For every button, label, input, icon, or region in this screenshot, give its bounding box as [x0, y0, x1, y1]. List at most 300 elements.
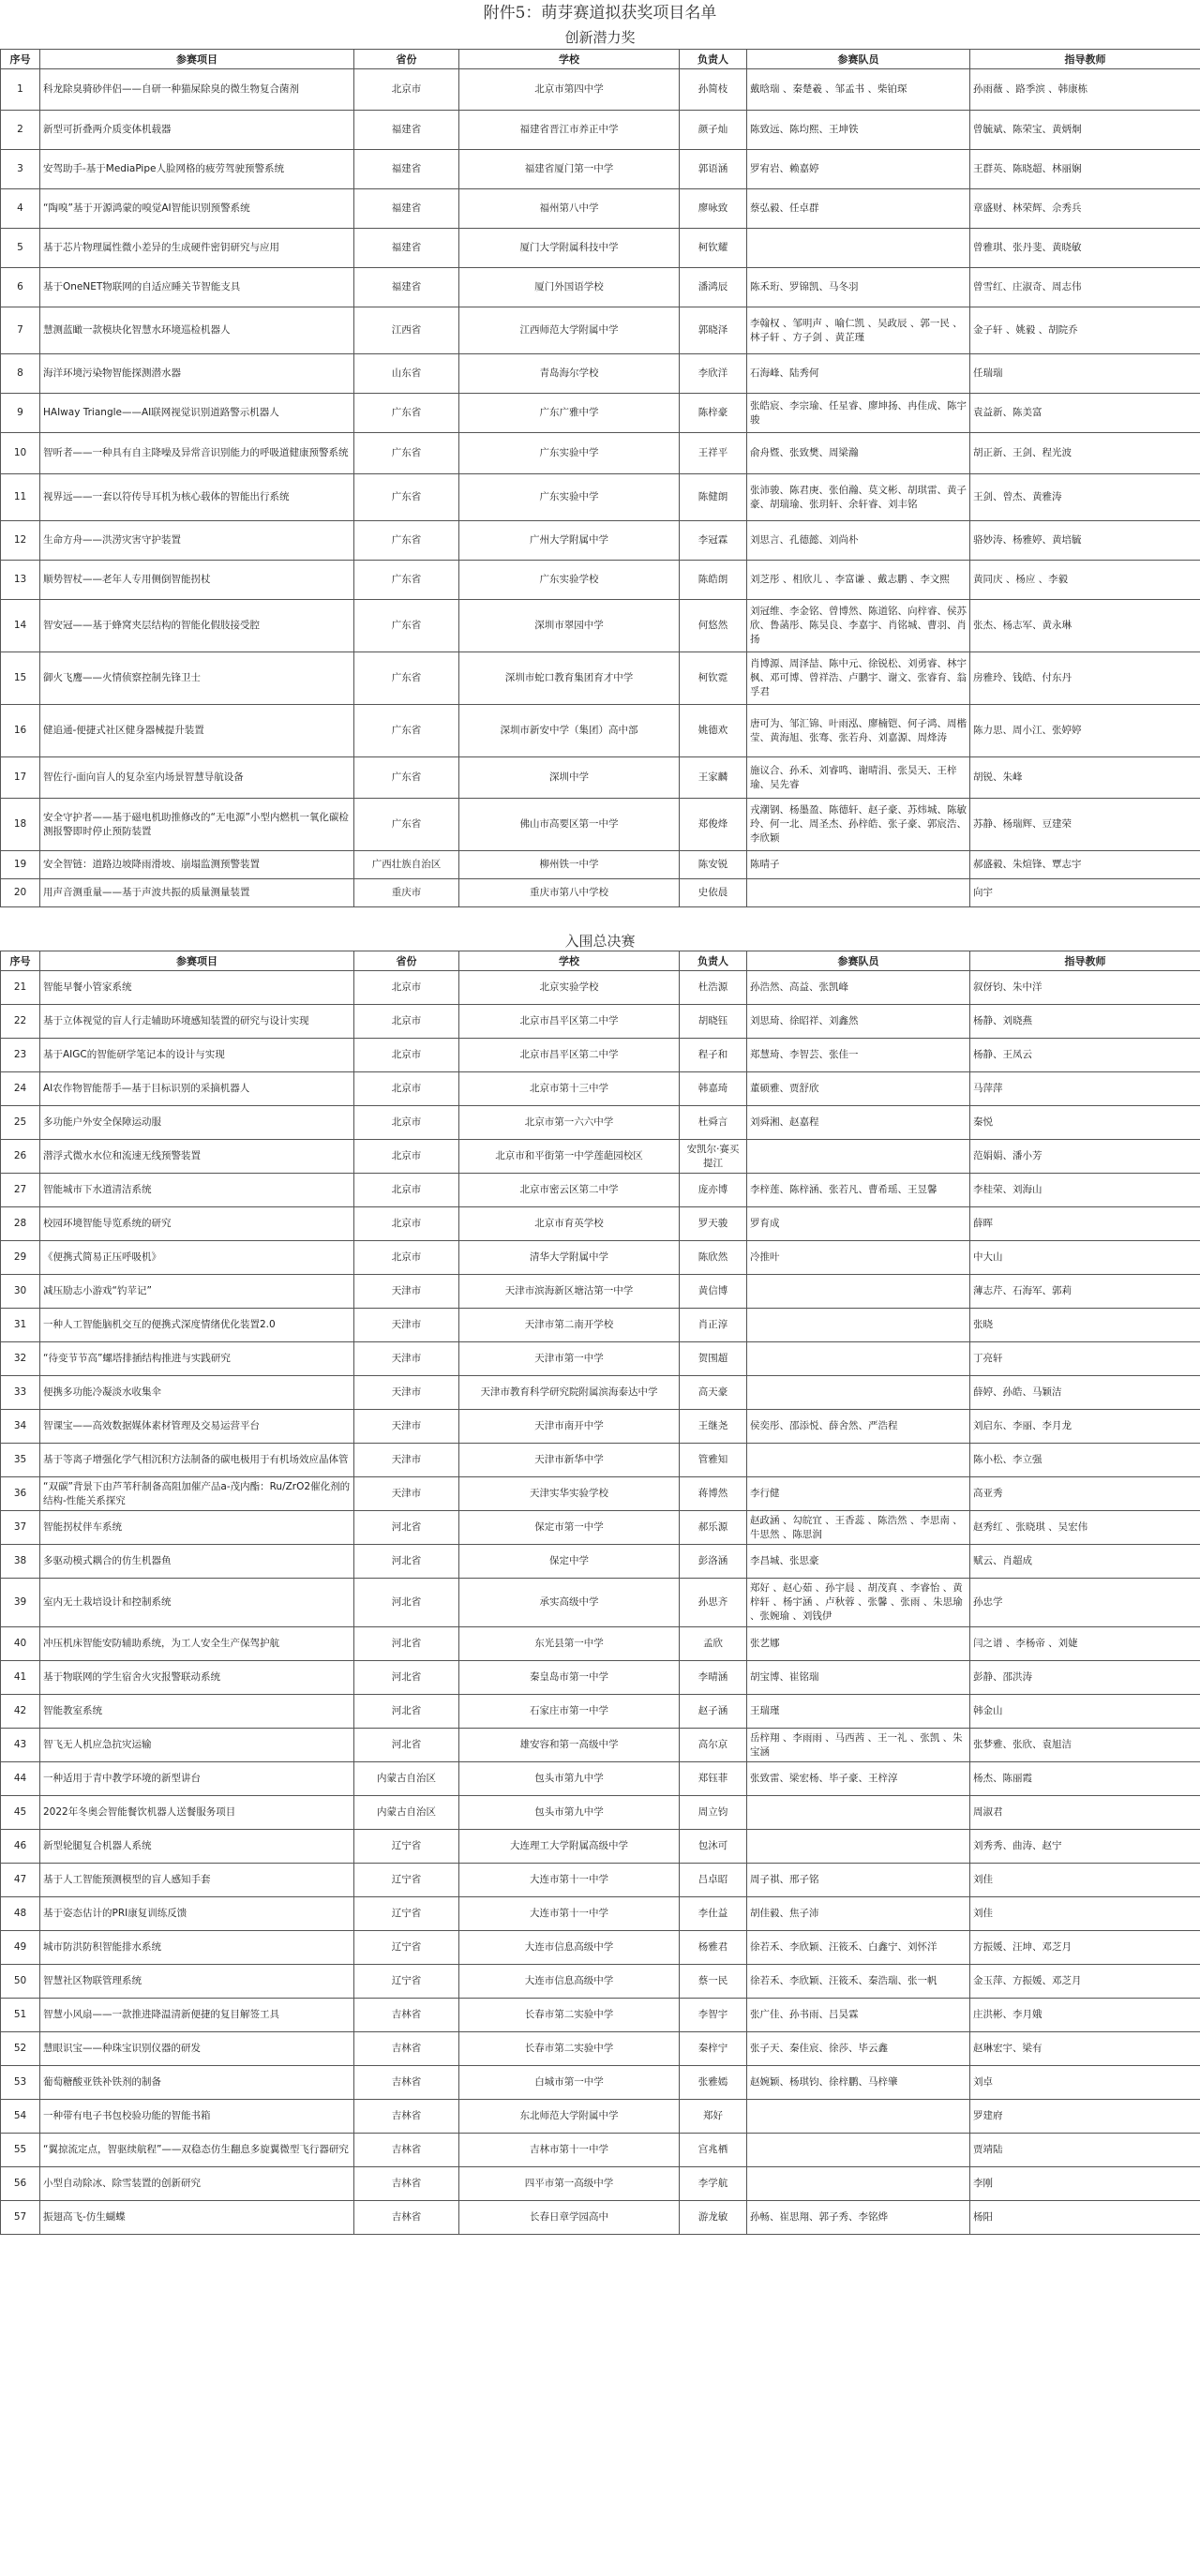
team-members-cell: [747, 879, 970, 907]
leader-name-cell: 郑俊烽: [680, 799, 747, 851]
leader-name-cell: 高天豪: [680, 1376, 747, 1410]
school-name-cell: 重庆市第八中学校: [459, 879, 680, 907]
school-name-cell: 佛山市高要区第一中学: [459, 799, 680, 851]
province-cell: 河北省: [354, 1545, 459, 1579]
leader-name-cell: 孙思齐: [680, 1579, 747, 1627]
row-number-cell: 38: [1, 1545, 40, 1579]
team-members-cell: [747, 1342, 970, 1376]
project-name-cell: 智慧小风扇——一款推进降温清新便捷的复目解签工具: [40, 1999, 354, 2032]
province-cell: 广东省: [354, 561, 459, 600]
team-members-cell: 唐可为、邹汇锦、叶雨泓、廖楠铠、何子鸿、周楷莹、黄海旭、张骞、张若舟、刘嘉源、周烽涛: [747, 705, 970, 757]
project-name-cell: 新型轮腿复合机器人系统: [40, 1830, 354, 1864]
page-title: 附件5：萌芽赛道拟获奖项目名单: [483, 4, 717, 22]
school-name-cell: 天津市第二南开学校: [459, 1309, 680, 1342]
leader-name-cell: 郑钰菲: [680, 1762, 747, 1796]
team-members-cell: 孙浩然、高益、张凯峰: [747, 971, 970, 1005]
province-cell: 天津市: [354, 1342, 459, 1376]
leader-name-cell: 李智宇: [680, 1999, 747, 2032]
table-row: [1, 799, 1200, 851]
school-name-cell: 包头市第九中学: [459, 1762, 680, 1796]
row-number-cell: 3: [1, 150, 40, 189]
table-row: [1, 1207, 1200, 1241]
school-name-cell: 大连市信息高级中学: [459, 1931, 680, 1965]
leader-name-cell: 陈健朗: [680, 474, 747, 521]
table-row: [1, 652, 1200, 705]
advisors-cell: 孙雨薇 、路季滨 、韩康栋: [970, 69, 1200, 111]
province-cell: 内蒙古自治区: [354, 1796, 459, 1830]
leader-name-cell: 杜舜言: [680, 1106, 747, 1140]
project-name-cell: 基于AIGC的智能研学笔记本的设计与实现: [40, 1039, 354, 1072]
table-row: [1, 1661, 1200, 1695]
table-row: [1, 1309, 1200, 1342]
advisors-cell: 任瑞瑞: [970, 354, 1200, 394]
project-name-cell: 顺势智杖——老年人专用侧倒智能拐杖: [40, 561, 354, 600]
school-name-cell: 青岛海尔学校: [459, 354, 680, 394]
advisors-cell: 杨静、刘晓燕: [970, 1005, 1200, 1039]
team-members-cell: [747, 1830, 970, 1864]
row-number-cell: 32: [1, 1342, 40, 1376]
award-table-innovation: [0, 49, 1200, 907]
advisors-cell: 章盛财、林荣辉、佘秀兵: [970, 189, 1200, 229]
province-cell: 北京市: [354, 1039, 459, 1072]
school-name-cell: 天津市第一中学: [459, 1342, 680, 1376]
leader-name-cell: 杨雅君: [680, 1931, 747, 1965]
advisors-cell: 李刚: [970, 2167, 1200, 2201]
leader-name-cell: 周立钧: [680, 1796, 747, 1830]
row-number-cell: 12: [1, 521, 40, 561]
leader-name-cell: 李冠霖: [680, 521, 747, 561]
province-cell: 辽宁省: [354, 1864, 459, 1897]
leader-name-cell: 潘鸿辰: [680, 268, 747, 307]
table-row: [1, 2032, 1200, 2066]
header-school: 学校: [459, 50, 680, 69]
province-cell: 广东省: [354, 394, 459, 433]
row-number-cell: 47: [1, 1864, 40, 1897]
team-members-cell: 陈致远、陈均熙、王坤铁: [747, 111, 970, 150]
project-name-cell: 《便携式简易正压呼吸机》: [40, 1241, 354, 1275]
school-name-cell: 承实高级中学: [459, 1579, 680, 1627]
leader-name-cell: 陈皓朗: [680, 561, 747, 600]
header-teacher: 指导教师: [970, 50, 1200, 69]
team-members-cell: 李梓莲、陈梓涵、张若凡、曹希瑶、王昱馨: [747, 1174, 970, 1207]
advisors-cell: 陈力思、周小江、张婷婷: [970, 705, 1200, 757]
project-name-cell: 室内无土栽培设计和控制系统: [40, 1579, 354, 1627]
advisors-cell: 方振媛、汪坤、邓芝月: [970, 1931, 1200, 1965]
project-name-cell: 智慧社区物联管理系统: [40, 1965, 354, 1999]
school-name-cell: 天津市南开中学: [459, 1410, 680, 1444]
leader-name-cell: 李晴涵: [680, 1661, 747, 1695]
project-name-cell: 新型可折叠两介质变体机载器: [40, 111, 354, 150]
table-row: [1, 1342, 1200, 1376]
leader-name-cell: 王继尧: [680, 1410, 747, 1444]
leader-name-cell: 杜浩源: [680, 971, 747, 1005]
province-cell: 吉林省: [354, 1999, 459, 2032]
row-number-cell: 35: [1, 1444, 40, 1477]
row-number-cell: 48: [1, 1897, 40, 1931]
table-row: [1, 1579, 1200, 1627]
advisors-cell: 赋云、肖超成: [970, 1545, 1200, 1579]
leader-name-cell: 陈安锐: [680, 851, 747, 879]
row-number-cell: 19: [1, 851, 40, 879]
province-cell: 广东省: [354, 799, 459, 851]
project-name-cell: 振翅高飞-仿生蝴蝶: [40, 2201, 354, 2235]
advisors-cell: 薛晖: [970, 1207, 1200, 1241]
advisors-cell: 韩金山: [970, 1695, 1200, 1729]
school-name-cell: 北京市第四中学: [459, 69, 680, 111]
row-number-cell: 46: [1, 1830, 40, 1864]
row-number-cell: 24: [1, 1072, 40, 1106]
team-members-cell: 戴晗瑞 、秦楚羲 、邹孟书 、柴铂琛: [747, 69, 970, 111]
row-number-cell: 33: [1, 1376, 40, 1410]
row-number-cell: 20: [1, 879, 40, 907]
row-number-cell: 9: [1, 394, 40, 433]
province-cell: 北京市: [354, 1005, 459, 1039]
row-number-cell: 56: [1, 2167, 40, 2201]
award-table-finals: [0, 951, 1200, 2235]
province-cell: 北京市: [354, 1207, 459, 1241]
table-row: [1, 1729, 1200, 1762]
province-cell: 天津市: [354, 1376, 459, 1410]
province-cell: 广东省: [354, 652, 459, 705]
header-leader: 负责人: [680, 951, 747, 971]
province-cell: 广东省: [354, 705, 459, 757]
project-name-cell: 科龙除臭骑砂伴侣——自研一种猫屎除臭的微生物复合菌剂: [40, 69, 354, 111]
school-name-cell: 长春日章学园高中: [459, 2201, 680, 2235]
project-name-cell: 校园环境智能导览系统的研究: [40, 1207, 354, 1241]
header-team: 参赛队员: [747, 951, 970, 971]
row-number-cell: 14: [1, 600, 40, 652]
province-cell: 广东省: [354, 474, 459, 521]
team-members-cell: 刘舜湘、赵嘉程: [747, 1106, 970, 1140]
advisors-cell: 叙伢钧、朱中洋: [970, 971, 1200, 1005]
project-name-cell: 基于立体视觉的盲人行走辅助环境感知装置的研究与设计实现: [40, 1005, 354, 1039]
team-members-cell: 张艺娜: [747, 1627, 970, 1661]
leader-name-cell: 孟欣: [680, 1627, 747, 1661]
team-members-cell: 俞舟暨、张致樊、周梁瀚: [747, 433, 970, 474]
row-number-cell: 25: [1, 1106, 40, 1140]
team-members-cell: 徐若禾、李欣颖、汪筱禾、秦浩瑞、张一帆: [747, 1965, 970, 1999]
leader-name-cell: 李欣洋: [680, 354, 747, 394]
project-name-cell: 智能拐杖伴车系统: [40, 1511, 354, 1545]
team-members-cell: 郑好 、赵心茹 、孙宇晨 、胡茂真 、李睿怡 、黄梓轩 、杨宇涵 、卢秋蓉 、张馨 、张雨 、朱思瑜 、张婉瑜 、刘钱伊: [747, 1579, 970, 1627]
advisors-cell: 薛婷、孙皓、马颖洁: [970, 1376, 1200, 1410]
row-number-cell: 4: [1, 189, 40, 229]
table-row: [1, 521, 1200, 561]
leader-name-cell: 郭语涵: [680, 150, 747, 189]
school-name-cell: 广东实验中学: [459, 433, 680, 474]
school-name-cell: 长春市第二实验中学: [459, 1999, 680, 2032]
leader-name-cell: 柯钦霓: [680, 652, 747, 705]
project-name-cell: 潜浮式微水水位和流速无线预警装置: [40, 1140, 354, 1174]
leader-name-cell: 彭洛涵: [680, 1545, 747, 1579]
table-row: [1, 2100, 1200, 2134]
project-name-cell: “双碳”背景下由芦苇秆制备高阻加催产品a-茂内酯：Ru/ZrO2催化剂的结构-性能关系探究: [40, 1477, 354, 1511]
team-members-cell: 赵婉颖、杨琪钧、徐梓鹏、马梓肇: [747, 2066, 970, 2100]
team-members-cell: 戎潮钢、杨墨盈、陈德轩、赵子豪、苏炜城、陈敏玲、何一北、周圣杰、孙梓皓、张子豪、郭宸浩、李欣颖: [747, 799, 970, 851]
project-name-cell: AI农作物智能帮手—基于目标识别的采摘机器人: [40, 1072, 354, 1106]
leader-name-cell: 李仕益: [680, 1897, 747, 1931]
advisors-cell: 袁益新、陈美富: [970, 394, 1200, 433]
row-number-cell: 22: [1, 1005, 40, 1039]
school-name-cell: 石家庄市第一中学: [459, 1695, 680, 1729]
team-members-cell: [747, 2100, 970, 2134]
team-members-cell: 张广佳、孙书雨、吕昊霖: [747, 1999, 970, 2032]
leader-name-cell: 秦梓宁: [680, 2032, 747, 2066]
province-cell: 重庆市: [354, 879, 459, 907]
table-row: [1, 705, 1200, 757]
province-cell: 河北省: [354, 1695, 459, 1729]
leader-name-cell: 游龙敏: [680, 2201, 747, 2235]
table-row: [1, 1897, 1200, 1931]
school-name-cell: 大连市第十一中学: [459, 1897, 680, 1931]
team-members-cell: 岳梓翔 、李雨雨 、马西茜 、王一礼 、张凯 、朱宝涵: [747, 1729, 970, 1762]
row-number-cell: 18: [1, 799, 40, 851]
leader-name-cell: 黄信博: [680, 1275, 747, 1309]
team-members-cell: 胡佳毅、焦子沛: [747, 1897, 970, 1931]
advisors-cell: 郝盛毅、朱煊锋、覃志宇: [970, 851, 1200, 879]
advisors-cell: 王剑、曾杰、黄雅涛: [970, 474, 1200, 521]
province-cell: 辽宁省: [354, 1897, 459, 1931]
school-name-cell: 江西师范大学附属中学: [459, 307, 680, 354]
project-name-cell: 视界远——一套以符传导耳机为核心载体的智能出行系统: [40, 474, 354, 521]
province-cell: 河北省: [354, 1511, 459, 1545]
table-row: [1, 1762, 1200, 1796]
team-members-cell: 陈晴子: [747, 851, 970, 879]
province-cell: 北京市: [354, 1072, 459, 1106]
leader-name-cell: 贺围超: [680, 1342, 747, 1376]
project-name-cell: 基于人工智能预测模型的盲人感知手套: [40, 1864, 354, 1897]
table-row: [1, 474, 1200, 521]
row-number-cell: 41: [1, 1661, 40, 1695]
project-name-cell: 智听者——一种具有自主降噪及异常音识别能力的呼吸道健康预警系统: [40, 433, 354, 474]
school-name-cell: 北京市昌平区第二中学: [459, 1005, 680, 1039]
province-cell: 北京市: [354, 1106, 459, 1140]
advisors-cell: 曾雅琪、张丹斐、黄晓敏: [970, 229, 1200, 268]
project-name-cell: 葡萄糖酸亚铁补铁剂的制备: [40, 2066, 354, 2100]
team-members-cell: 周子祺、邢子铭: [747, 1864, 970, 1897]
table-row: [1, 1931, 1200, 1965]
row-number-cell: 50: [1, 1965, 40, 1999]
school-name-cell: 广东实验学校: [459, 561, 680, 600]
team-members-cell: 孙畅、崔思翔、郭子秀、李铭烨: [747, 2201, 970, 2235]
row-number-cell: 23: [1, 1039, 40, 1072]
advisors-cell: 刘卓: [970, 2066, 1200, 2100]
school-name-cell: 雄安容和第一高级中学: [459, 1729, 680, 1762]
school-name-cell: 东光县第一中学: [459, 1627, 680, 1661]
project-name-cell: 智佐行-面向盲人的复杂室内场景智慧导航设备: [40, 757, 354, 799]
leader-name-cell: 宫兆栖: [680, 2134, 747, 2167]
leader-name-cell: 肖正淳: [680, 1309, 747, 1342]
table-row: [1, 268, 1200, 307]
project-name-cell: 健追通-便捷式社区健身器械提升装置: [40, 705, 354, 757]
advisors-cell: 陈小松、李立强: [970, 1444, 1200, 1477]
advisors-cell: 贾靖陆: [970, 2134, 1200, 2167]
leader-name-cell: 廖咏致: [680, 189, 747, 229]
school-name-cell: 厦门大学附属科技中学: [459, 229, 680, 268]
team-members-cell: 胡宝博、崔铭瑞: [747, 1661, 970, 1695]
leader-name-cell: 张雅嫣: [680, 2066, 747, 2100]
project-name-cell: 智能早餐小管家系统: [40, 971, 354, 1005]
team-members-cell: 刘思琦、徐昭祥、刘鑫然: [747, 1005, 970, 1039]
table-row: [1, 1005, 1200, 1039]
province-cell: 河北省: [354, 1661, 459, 1695]
school-name-cell: 厦门外国语学校: [459, 268, 680, 307]
table-row: [1, 757, 1200, 799]
table-row: [1, 561, 1200, 600]
province-cell: 河北省: [354, 1729, 459, 1762]
project-name-cell: 小型自动除冰、除雪装置的创新研究: [40, 2167, 354, 2201]
project-name-cell: 御火飞鹰——火情侦察控制先锋卫士: [40, 652, 354, 705]
advisors-cell: 张梦雅、张欣、袁旭洁: [970, 1729, 1200, 1762]
project-name-cell: 基于姿态估计的PRI康复训练反馈: [40, 1897, 354, 1931]
advisors-cell: 范娟娟、潘小芳: [970, 1140, 1200, 1174]
header-project: 参赛项目: [40, 50, 354, 69]
team-members-cell: [747, 2134, 970, 2167]
advisors-cell: 赵琳宏宇、梁有: [970, 2032, 1200, 2066]
leader-name-cell: 管雅知: [680, 1444, 747, 1477]
table-row: [1, 2167, 1200, 2201]
advisors-cell: 胡正新、王剑、程光波: [970, 433, 1200, 474]
advisors-cell: 王群英、陈晓超、林丽娴: [970, 150, 1200, 189]
team-members-cell: 李翰权 、邹明声 、喻仁凯 、吴政辰 、郭一民 、林子轩 、方子剑 、黄芷瑾: [747, 307, 970, 354]
school-name-cell: 柳州铁一中学: [459, 851, 680, 879]
advisors-cell: 周淑君: [970, 1796, 1200, 1830]
table-row: [1, 354, 1200, 394]
school-name-cell: 福州第八中学: [459, 189, 680, 229]
header-school: 学校: [459, 951, 680, 971]
province-cell: 广东省: [354, 757, 459, 799]
row-number-cell: 10: [1, 433, 40, 474]
row-number-cell: 27: [1, 1174, 40, 1207]
leader-name-cell: 高尔京: [680, 1729, 747, 1762]
row-number-cell: 8: [1, 354, 40, 394]
advisors-cell: 闫之谱 、李杨帝 、刘婕: [970, 1627, 1200, 1661]
advisors-cell: 金玉萍、方振媛、邓芝月: [970, 1965, 1200, 1999]
team-members-cell: 石海峰、陆秀何: [747, 354, 970, 394]
school-name-cell: 深圳市新安中学（集团）高中部: [459, 705, 680, 757]
leader-name-cell: 史依晨: [680, 879, 747, 907]
province-cell: 北京市: [354, 971, 459, 1005]
school-name-cell: 大连理工大学附属高级中学: [459, 1830, 680, 1864]
province-cell: 北京市: [354, 69, 459, 111]
advisors-cell: 张晓: [970, 1309, 1200, 1342]
advisors-cell: 黄同庆 、杨应 、李毅: [970, 561, 1200, 600]
table-header-row: [1, 50, 1200, 69]
team-members-cell: 罗育成: [747, 1207, 970, 1241]
province-cell: 天津市: [354, 1444, 459, 1477]
table-row: [1, 600, 1200, 652]
team-members-cell: 罗宥岩、赖嘉婷: [747, 150, 970, 189]
row-number-cell: 13: [1, 561, 40, 600]
team-members-cell: 王瑞瑾: [747, 1695, 970, 1729]
table-row: [1, 433, 1200, 474]
team-members-cell: [747, 1309, 970, 1342]
leader-name-cell: 郭晓泽: [680, 307, 747, 354]
leader-name-cell: 蔡一民: [680, 1965, 747, 1999]
province-cell: 山东省: [354, 354, 459, 394]
province-cell: 河北省: [354, 1579, 459, 1627]
school-name-cell: 秦皇岛市第一中学: [459, 1661, 680, 1695]
school-name-cell: 北京市育英学校: [459, 1207, 680, 1241]
leader-name-cell: 李学航: [680, 2167, 747, 2201]
row-number-cell: 7: [1, 307, 40, 354]
table-row: [1, 1039, 1200, 1072]
school-name-cell: 北京市第一六六中学: [459, 1106, 680, 1140]
province-cell: 辽宁省: [354, 1931, 459, 1965]
leader-name-cell: 柯钦耀: [680, 229, 747, 268]
project-name-cell: 一种人工智能脑机交互的便携式深度情绪优化装置2.0: [40, 1309, 354, 1342]
team-members-cell: 张皓宸、李宗瑜、任星睿、廖坤扬、冉佳成、陈宇骏: [747, 394, 970, 433]
project-name-cell: “翼掠流定点，智驱续航程”——双稳态仿生翻息多旋翼微型飞行器研究: [40, 2134, 354, 2167]
project-name-cell: 一种带有电子书包校验功能的智能书箱: [40, 2100, 354, 2134]
advisors-cell: 丁亮轩: [970, 1342, 1200, 1376]
row-number-cell: 40: [1, 1627, 40, 1661]
section-title-innovation: 创新潜力奖: [564, 29, 636, 46]
project-name-cell: 基于物联网的学生宿舍火灾报警联动系统: [40, 1661, 354, 1695]
project-name-cell: 智课宝——高效数据媒体素材管理及交易运营平台: [40, 1410, 354, 1444]
province-cell: 内蒙古自治区: [354, 1762, 459, 1796]
team-members-cell: 刘思言、孔德懿、刘尚朴: [747, 521, 970, 561]
table-row: [1, 1830, 1200, 1864]
table-row: [1, 1072, 1200, 1106]
advisors-cell: 向宇: [970, 879, 1200, 907]
advisors-cell: 金子轩 、姚毅 、胡院乔: [970, 307, 1200, 354]
school-name-cell: 广东实验中学: [459, 474, 680, 521]
table-row: [1, 1444, 1200, 1477]
row-number-cell: 2: [1, 111, 40, 150]
advisors-cell: 杨阳: [970, 2201, 1200, 2235]
advisors-cell: 孙忠学: [970, 1579, 1200, 1627]
school-name-cell: 白城市第一中学: [459, 2066, 680, 2100]
advisors-cell: 曾毓斌、陈荣宝、黄炳炯: [970, 111, 1200, 150]
leader-name-cell: 程子和: [680, 1039, 747, 1072]
leader-name-cell: 何悠然: [680, 600, 747, 652]
province-cell: 辽宁省: [354, 1965, 459, 1999]
team-members-cell: 张子天、秦佳宸、徐莎、毕云鑫: [747, 2032, 970, 2066]
team-members-cell: 蔡弘毅、任卓群: [747, 189, 970, 229]
province-cell: 北京市: [354, 1241, 459, 1275]
table-row: [1, 1545, 1200, 1579]
table-row: [1, 1965, 1200, 1999]
row-number-cell: 16: [1, 705, 40, 757]
leader-name-cell: 郝乐源: [680, 1511, 747, 1545]
table-row: [1, 1275, 1200, 1309]
advisors-cell: 中大山: [970, 1241, 1200, 1275]
row-number-cell: 6: [1, 268, 40, 307]
project-name-cell: 一种适用于青中教学环境的新型讲台: [40, 1762, 354, 1796]
table-row: [1, 1140, 1200, 1174]
team-members-cell: [747, 2167, 970, 2201]
advisors-cell: 庄洪彬、李月娥: [970, 1999, 1200, 2032]
project-name-cell: 安全智链：道路边坡降雨滑坡、崩塌监测预警装置: [40, 851, 354, 879]
table-row: [1, 111, 1200, 150]
row-number-cell: 30: [1, 1275, 40, 1309]
project-name-cell: 基于芯片物理属性微小差异的生成硬件密钥研究与应用: [40, 229, 354, 268]
school-name-cell: 广州大学附属中学: [459, 521, 680, 561]
team-members-cell: [747, 1275, 970, 1309]
project-name-cell: 2022年冬奥会智能餐饮机器人送餐服务项目: [40, 1796, 354, 1830]
table-row: [1, 1864, 1200, 1897]
team-members-cell: 陈禾珩、罗锦凯、马冬羽: [747, 268, 970, 307]
table-row: [1, 1106, 1200, 1140]
province-cell: 吉林省: [354, 2167, 459, 2201]
advisors-cell: 房雅玲、钱皓、付东丹: [970, 652, 1200, 705]
table-row: [1, 69, 1200, 111]
header-team: 参赛队员: [747, 50, 970, 69]
table-row: [1, 150, 1200, 189]
province-cell: 北京市: [354, 1174, 459, 1207]
table-row: [1, 851, 1200, 879]
